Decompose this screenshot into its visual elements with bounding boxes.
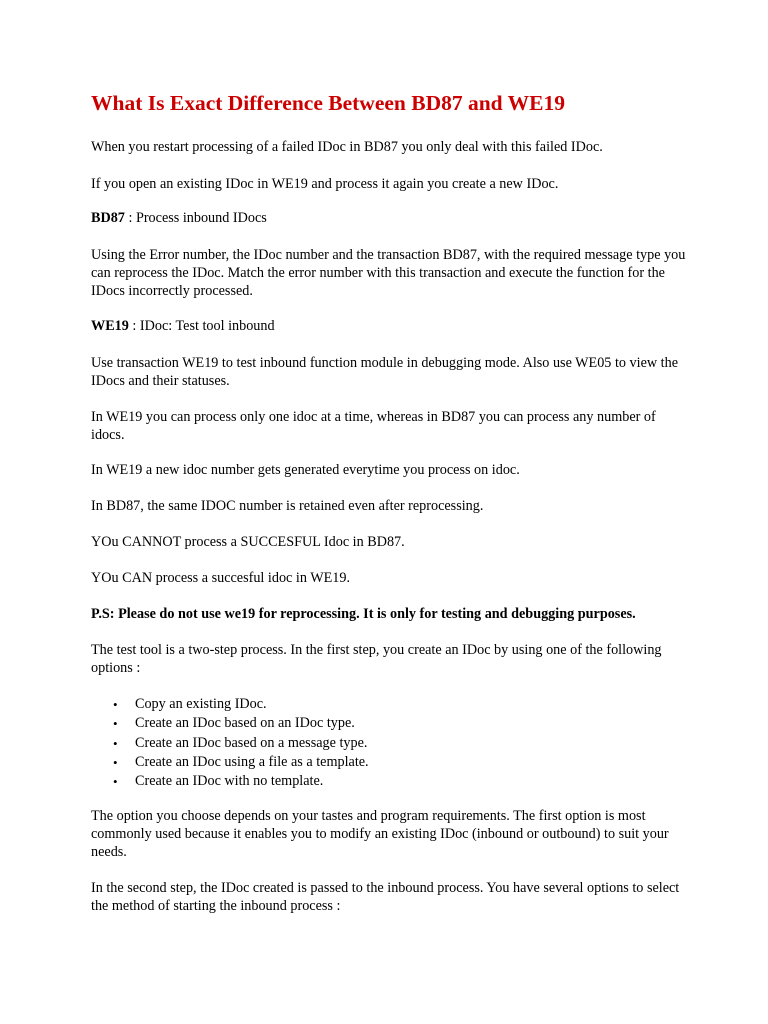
bd87-description: : Process inbound IDocs xyxy=(124,210,267,226)
we19-term: WE19 xyxy=(91,318,129,334)
list-item xyxy=(91,714,369,733)
list-item xyxy=(91,753,369,772)
paragraph-open-we19: If you open an existing IDoc in WE19 and process it again you create a new IDoc. xyxy=(91,176,559,192)
paragraph-can-process: YOu CAN process a succesful idoc in WE19. xyxy=(91,570,350,586)
list-item xyxy=(91,695,369,714)
paragraph-second-step: In the second step, the IDoc created is passed to the inbound process. You have several options to select the method of starting the inbound process : xyxy=(91,880,680,915)
paragraph-same-idoc-number: In BD87, the same IDOC number is retained even after reprocessing. xyxy=(91,498,484,514)
paragraph-error-number: Using the Error number, the IDoc number and the transaction BD87, with the required message type you can reprocess the IDoc. Match the error number with this transaction and execute the function for the IDocs incorrectly processed. xyxy=(91,247,686,300)
page-title: What Is Exact Difference Between BD87 and WE19 xyxy=(91,91,565,115)
paragraph-test-tool-steps: The test tool is a two-step process. In the first step, you create an IDoc by using one of the following options : xyxy=(91,642,662,677)
paragraph-option-choice: The option you choose depends on your tastes and program requirements. The first option is most commonly used because it enables you to modify an existing IDoc (inbound or outbound) to suit your needs. xyxy=(91,808,669,861)
paragraph-bd87-definition xyxy=(91,209,689,227)
paragraph-test-inbound: Use transaction WE19 to test inbound function module in debugging mode. Also use WE05 to view the IDocs and their statuses. xyxy=(91,355,678,390)
options-list xyxy=(91,695,369,791)
bullet-icon: • xyxy=(113,735,118,751)
bullet-icon: • xyxy=(113,754,118,770)
paragraph-one-idoc-at-a-time: In WE19 you can process only one idoc at a time, whereas in BD87 you can process any number of idocs. xyxy=(91,409,656,444)
bullet-icon: • xyxy=(113,716,118,732)
list-item-text: Create an IDoc using a file as a template. xyxy=(135,753,369,770)
paragraph-we19-definition xyxy=(91,317,689,335)
list-item-text: Create an IDoc with no template. xyxy=(135,773,324,790)
list-item xyxy=(91,772,369,791)
bullet-icon: • xyxy=(113,697,118,712)
paragraph-restart-bd87: When you restart processing of a failed IDoc in BD87 you only deal with this failed IDoc. xyxy=(91,139,603,155)
paragraph-new-idoc-number: In WE19 a new idoc number gets generated everytime you process on idoc. xyxy=(91,462,520,478)
list-item-text: Create an IDoc based on an IDoc type. xyxy=(135,715,355,732)
we19-description: : IDoc: Test tool inbound xyxy=(128,318,275,334)
paragraph-cannot-process: YOu CANNOT process a SUCCESFUL Idoc in BD87. xyxy=(91,534,405,550)
list-item xyxy=(91,734,369,753)
bullet-icon: • xyxy=(113,774,118,790)
list-item-text: Copy an existing IDoc. xyxy=(135,696,267,712)
bd87-term: BD87 xyxy=(91,210,125,226)
paragraph-ps-note: P.S: Please do not use we19 for reprocessing. It is only for testing and debugging purposes. xyxy=(91,606,636,622)
list-item-text: Create an IDoc based on a message type. xyxy=(135,734,368,751)
